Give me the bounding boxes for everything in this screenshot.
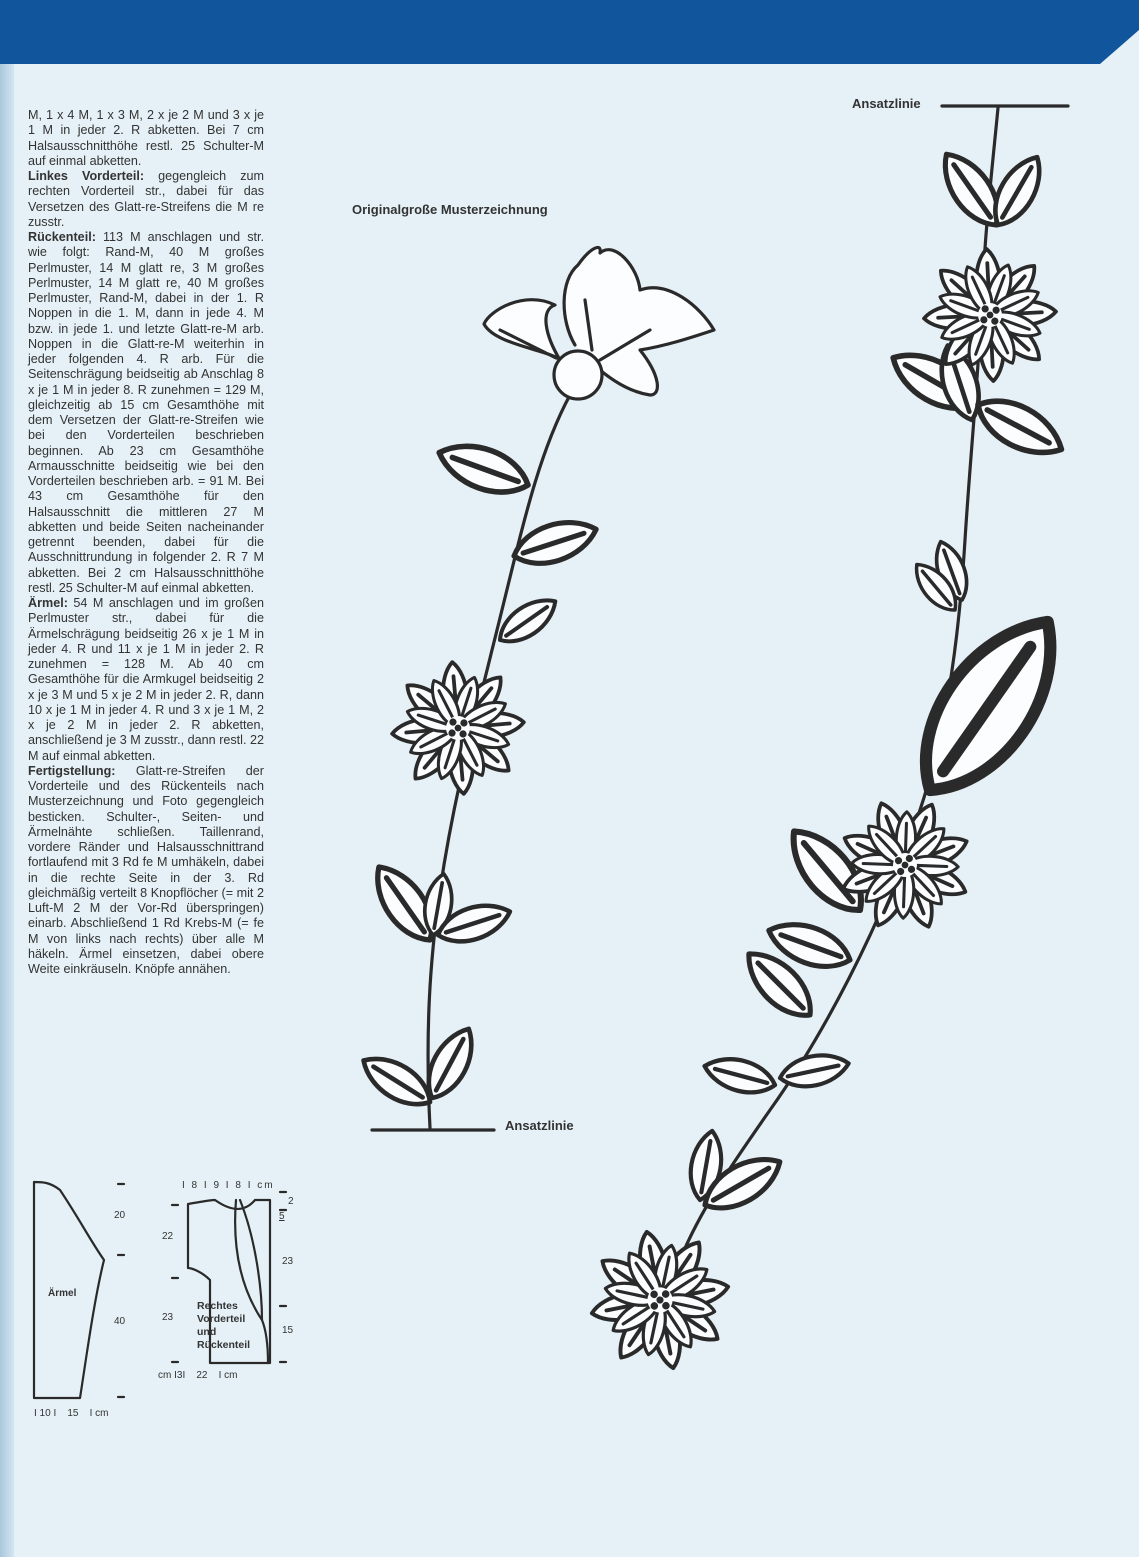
heading-left-front: Linkes Vorderteil:: [28, 169, 145, 183]
sleeve-label: Ärmel: [48, 1288, 77, 1299]
body-finishing: Glatt-re-Streifen der Vorderteile und des Rückenteils nach Musterzeichnung und Foto gegengleich besticken. Schulter-, Seiten- und Ärmelnähte schließen. Taillenrand, vordere Ränder und Halsausschnittrand fortlaufend mit 3 Rd fe M umhäkeln, dabei in die rechte Seite in der 3. Rd gleichmäßig verteilt 8 Knopflöcher (= mit 2 Luft-M 2 M der Vor-Rd überspringen) einarb. Abschließend 1 Rd Krebs-M (= fe M von links nach rechts) über alle M häkeln. Ärmel einsetzen, dabei obere Weite einkräuseln. Knöpfe annähen.: [28, 763, 264, 976]
body-dim-23-right: 23: [282, 1256, 294, 1267]
left-sprig: [355, 247, 714, 1130]
body-label-line4: Rückenteil: [197, 1339, 251, 1351]
sleeve-scale: I 10 I 15 I cm: [34, 1408, 109, 1419]
body-left-front: gegengleich zum rechten Vorderteil str., dabei für das Versetzen des Glatt-re-Streifens die M re zusstr.: [28, 169, 264, 229]
body-schematic: [172, 1192, 286, 1363]
sleeve-dim-40: 40: [114, 1316, 126, 1327]
ansatzlinie-top-label: Ansatzlinie: [852, 96, 921, 111]
pattern-title: Originalgroße Musterzeichnung: [352, 202, 548, 217]
heading-back: Rückenteil:: [28, 230, 96, 244]
body-back: 113 M anschlagen und str. wie folgt: Rand-M, 40 M großes Perlmuster, 14 M glatt re, 3 M großes Perlmuster, 14 M glatt re, 40 M großes Perlmuster, Rand-M, dabei in der 1. R Noppen in die 1. M, dann in jede 4. M bzw. in jede 1. und letzte Glatt-re-M arb. Noppen in die Glatt-re-M weiterhin in jeder folgenden 4. R arb. Für die Seitenschrägung beidseitig ab Anschlag 8 x je 1 M in jeder 8. R zunehmen = 129 M, gleichzeitig ab 15 cm Gesamthöhe mit dem Versetzen der Glatt-re-Streifen wie bei den Vorderteilen beschrieben beginnen. Ab 23 cm Gesamthöhe Armausschnitte beidseitig wie bei den Vorderteilen beschrieben arb. = 91 M. Bei 43 cm Gesamthöhe für den Halsausschnitt die mittleren 27 M abketten und beide Seiten nacheinander getrennt beenden, dabei für die Ausschnittrundung in folgender 2. R 7 M abketten. Bei 2 cm Halsausschnitthöhe restl. 25 Schulter-M auf einmal abketten.: [28, 230, 264, 595]
body-sleeve: 54 M anschlagen und im großen Perlmuster str., dabei für die Ärmelschrägung beidseitig 26 x je 1 M in jeder 4. R und 11 x je 1 M in jeder 2. R zunehmen = 128 M. Ab 40 cm Gesamthöhe für die Armkugel beidseitig 2 x je 3 M und 5 x je 2 M in jeder 2. R, dann 10 x je 1 M in jeder 4. R und 3 x je 1 M, 2 x je 2 M in jeder 2. R abketten, anschließend je 3 M zusstr., dann restl. 22 M auf einmal abketten.: [28, 596, 264, 763]
ansatzlinie-bottom-label: Ansatzlinie: [505, 1118, 574, 1133]
body-label-line2: Vorderteil: [197, 1313, 246, 1325]
body-dim-5: 5: [279, 1211, 285, 1222]
body-label-line1: Rechtes: [197, 1300, 238, 1312]
heading-sleeve: Ärmel:: [28, 596, 68, 610]
heading-finishing: Fertigstellung:: [28, 763, 116, 778]
paragraph-neck: M, 1 x 4 M, 1 x 3 M, 2 x je 2 M und 3 x je 1 M in jeder 2. R abketten. Bei 7 cm Halsausschnitthöhe restl. 25 Schulter-M auf einmal abketten.: [28, 108, 264, 168]
body-top-scale: I 8 I 9 I 8 I cm: [182, 1180, 275, 1191]
body-dim-23-left: 23: [162, 1312, 174, 1323]
body-dim-22-left: 22: [162, 1231, 174, 1242]
body-bottom-scale: cm I3I 22 I cm: [158, 1370, 238, 1381]
body-label-line3: und: [197, 1326, 217, 1338]
sleeve-dim-20: 20: [114, 1210, 126, 1221]
body-dim-15: 15: [282, 1325, 294, 1336]
body-dim-2: 2: [288, 1196, 294, 1207]
